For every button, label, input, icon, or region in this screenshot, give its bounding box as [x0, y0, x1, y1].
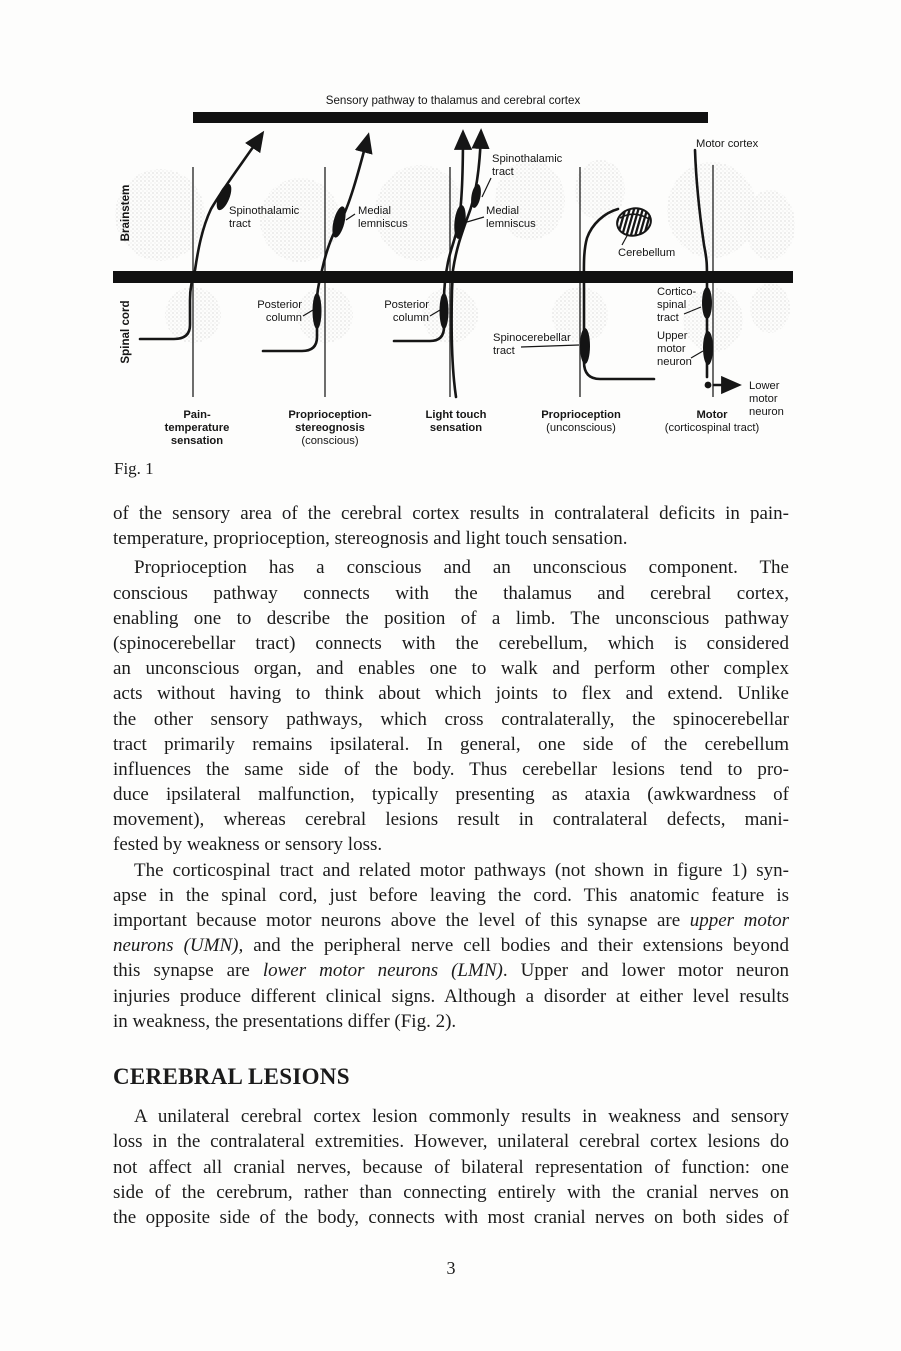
text-line: tract primarily remains ipsilateral. In general, one side of the cerebellum — [113, 733, 789, 755]
annotation-line: column — [265, 312, 302, 324]
annotation-line: Posterior — [257, 299, 302, 311]
text-line: Proprioception has a conscious and an unconscious component. The — [134, 557, 789, 579]
column-label-motor — [665, 409, 760, 434]
annotation-posterior-column-1 — [257, 299, 302, 324]
text-line: acts without having to think about which joints to flex and extend. Unlike — [113, 683, 789, 705]
swelling-corticospinal — [702, 287, 712, 319]
annotation-line: lemniscus — [358, 218, 408, 230]
column-label-line: Proprioception — [541, 409, 621, 421]
annotation-line: Medial — [358, 205, 391, 217]
annotation-line: Spinocerebellar — [493, 332, 571, 344]
text-line: apse in the spinal cord, just before leaving the cord. This anatomic feature is — [113, 884, 789, 906]
text-line: neurons (UMN), and the peripheral nerve cell bodies and their extensions beyond — [113, 935, 789, 957]
column-label-line: sensation — [429, 422, 483, 434]
annotation-line: Upper — [657, 330, 688, 342]
text-line: this synapse are lower motor neurons (LMN). Upper and lower motor neuron — [113, 960, 789, 982]
cerebellum-blob — [615, 205, 654, 238]
annotation-line: Cortico- — [657, 286, 697, 298]
column-label-line: Light touch — [425, 409, 487, 421]
annotation-line: Posterior — [384, 299, 429, 311]
text-line: movement), whereas cerebral lesions result in contralateral defects, mani- — [113, 809, 789, 831]
text-line: of the sensory area of the cerebral cortex results in contralateral deficits in pain- — [113, 503, 789, 524]
column-label-line: stereognosis — [295, 422, 365, 434]
figure-title: Sensory pathway to thalamus and cerebral cortex — [325, 94, 581, 107]
text-line: injuries produce different clinical signs. Although a disorder at either level results — [113, 985, 789, 1007]
swelling-posterior-column-1 — [313, 293, 322, 329]
text-line: fested by weakness or sensory loss. — [113, 834, 383, 856]
text-line: The corticospinal tract and related motor pathways (not shown in figure 1) syn- — [134, 859, 789, 881]
swelling-posterior-column-2 — [440, 293, 449, 329]
annotation-line: Spinothalamic — [492, 153, 563, 165]
annotation-line: spinal — [657, 299, 687, 311]
column-label-line: sensation — [170, 435, 224, 447]
paragraph-proprioception — [113, 555, 789, 857]
annotation-line: motor — [749, 393, 778, 405]
text-line: the opposite side of the body, connects with most cranial nerves on both sides of — [113, 1206, 789, 1228]
spinal-cord-side-label: Spinal cord — [119, 300, 132, 364]
annotation-line: tract — [229, 218, 251, 230]
annotation-upper-motor-neuron — [657, 330, 692, 368]
page-number: 3 — [446, 1258, 456, 1278]
text-line: influences the same side of the body. Thus cerebellar lesions tend to pro- — [113, 758, 789, 780]
annotation-line: Spinothalamic — [229, 205, 300, 217]
text-line: in weakness, the presentations differ (Fig. 2). — [113, 1010, 457, 1032]
cerebral-cortex-bar — [193, 112, 708, 123]
column-label-line: Proprioception- — [288, 409, 372, 421]
brainstem-spinalcord-divider-bar — [113, 271, 793, 283]
text-line: (spinocerebellar tract) connects with the cerebellum, which is considered — [113, 632, 789, 654]
annotation-line: tract — [493, 345, 515, 357]
annotation-lower-motor-neuron — [749, 380, 784, 418]
annotation-line: lemniscus — [486, 218, 536, 230]
annotation-spinocerebellar-tract — [493, 332, 571, 357]
annotation-line: Medial — [486, 205, 519, 217]
text-line: important because motor neurons above the level of this synapse are upper motor — [113, 910, 789, 931]
section-heading-cerebral-lesions: CEREBRAL LESIONS — [113, 1063, 350, 1089]
paragraph-corticospinal — [113, 858, 789, 1034]
annotation-line: Lower — [749, 380, 780, 392]
swelling-spinocerebellar — [580, 328, 590, 364]
column-label-pain-temperature — [165, 409, 230, 447]
text-line: the other sensory pathways, which cross contralaterally, the spinocerebellar — [113, 708, 789, 730]
annotation-line: motor — [657, 343, 686, 355]
lower-motor-neuron-dot — [705, 382, 712, 389]
column-label-line: Motor — [696, 409, 728, 421]
column-label-line: Pain- — [183, 409, 211, 421]
text-line: loss in the contralateral extremities. However, unilateral cerebral cortex lesions do — [113, 1131, 789, 1153]
annotation-line: neuron — [657, 356, 692, 368]
pathway-light-touch-spinothalamic — [452, 132, 481, 397]
text-line: temperature, proprioception, stereognosis and light touch sensation. — [113, 528, 628, 550]
column-label-proprioception-unconscious — [541, 409, 621, 434]
annotation-line: column — [392, 312, 429, 324]
text-line: an unconscious organ, and enables one to walk and perform other complex — [113, 658, 789, 680]
column-label-line: (unconscious) — [546, 422, 616, 434]
column-label-line: temperature — [164, 422, 230, 434]
column-label-light-touch — [426, 409, 487, 434]
text-line: A unilateral cerebral cortex lesion commonly results in weakness and sensory — [134, 1106, 789, 1128]
annotation-line: tract — [657, 312, 679, 324]
body-text — [113, 501, 789, 1230]
column-label-line: (corticospinal tract) — [664, 422, 760, 434]
annotation-line: neuron — [749, 406, 784, 418]
text-line: enabling one to describe the position of a limb. The unconscious pathway — [113, 607, 789, 629]
annotation-posterior-column-2 — [384, 299, 429, 324]
figure-1-sensory-motor-pathway-diagram — [0, 0, 901, 470]
figure-caption: Fig. 1 — [114, 459, 154, 478]
text-line: conscious pathway connects with the thalamus and cerebral cortex, — [113, 582, 789, 604]
annotation-line: tract — [492, 166, 514, 178]
swelling-upper-motor-neuron — [703, 331, 713, 365]
text-line: side of the cerebrum, rather than connecting entirely with the cranial nerves on — [113, 1181, 789, 1203]
text-line: not affect all cranial nerves, because of bilateral representation of function: one — [113, 1156, 789, 1178]
text-line: duce ipsilateral malfunction, typically presenting as ataxia (awkwardness of — [113, 784, 789, 806]
brainstem-side-label: Brainstem — [119, 184, 132, 242]
paragraph-sensory-deficits — [113, 501, 789, 551]
annotation-motor-cortex: Motor cortex — [696, 138, 759, 150]
paragraph-cerebral-lesions — [113, 1104, 789, 1230]
column-label-proprioception-stereognosis — [288, 409, 372, 447]
annotation-cerebellum: Cerebellum — [618, 247, 676, 259]
column-label-line: (conscious) — [301, 435, 359, 447]
